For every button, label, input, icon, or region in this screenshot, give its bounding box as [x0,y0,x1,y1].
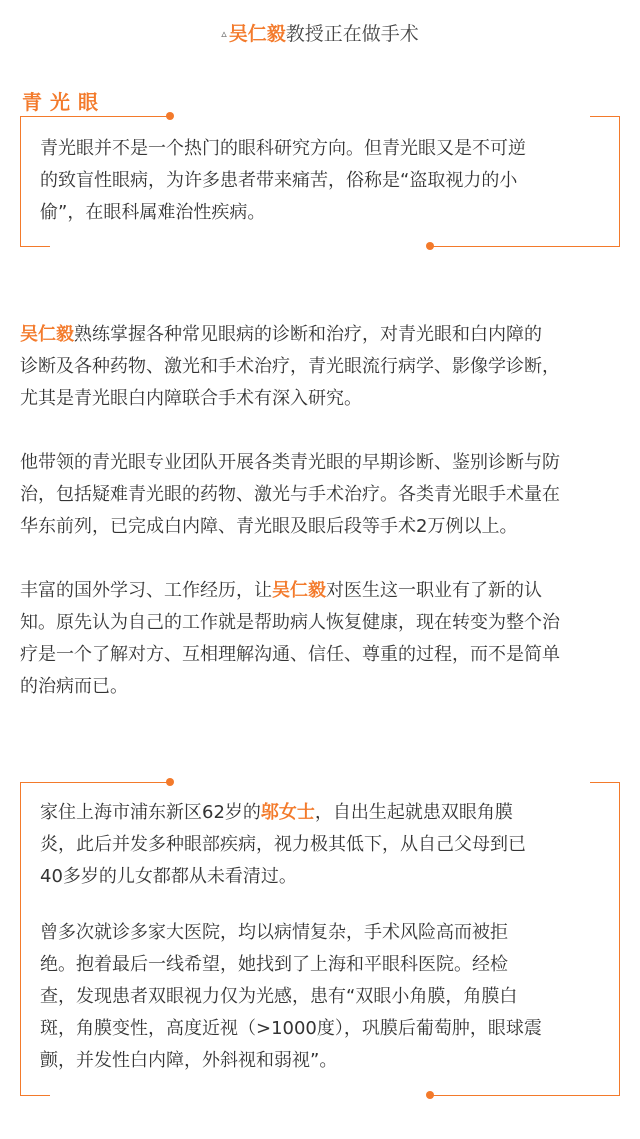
glaucoma-intro [40,133,610,229]
section-title: 青光眼 [22,90,106,114]
text-line: 华东前列，已完成白内障、青光眼及眼后段等手术2万例以上。 [20,516,518,537]
paragraph-team [20,447,624,543]
text-line: 治，包括疑难青光眼的药物、激光与手术治疗。各类青光眼手术量在 [20,484,560,505]
text-line: 炎，此后并发多种眼部疾病，视力极其低下，从自己父母到已 [40,834,526,855]
text-line: 40多岁的儿女都都从未看清过。 [40,866,297,887]
text-span: 对医生这一职业有了新的认 [326,580,542,601]
text-span: ，自出生起就患双眼角膜 [314,802,513,823]
text-span: 丰富的国外学习、工作经历，让 [20,580,272,601]
text-line [20,319,624,351]
text-line [20,575,624,607]
text-line: 的治病而已。 [20,676,128,697]
text-line: 知。原先认为自己的工作就是帮助病人恢复健康，现在转变为整个治 [20,612,560,633]
text-line: 疗是一个了解对方、互相理解沟通、信任、尊重的过程，而不是简单 [20,644,560,665]
text-span: 家住上海市浦东新区62岁的 [40,802,261,823]
doctor-name: 吴仁毅 [20,324,74,345]
caption-name: 吴仁毅 [228,23,286,45]
patient-name: 邬女士 [260,802,315,823]
patient-story [40,797,610,1077]
text-line: 颤，并发性白内障，外斜视和弱视”。 [40,1050,338,1071]
text-line: 他带领的青光眼专业团队开展各类青光眼的早期诊断、鉴别诊断与防 [20,452,560,473]
text-line: 青光眼并不是一个热门的眼科研究方向。但青光眼又是不可逆 [40,138,526,159]
text-line: 曾多次就诊多家大医院，均以病情复杂，手术风险高而被拒 [40,922,508,943]
text-line: 尤其是青光眼白内障联合手术有深入研究。 [20,388,362,409]
caption-text: 教授正在做手术 [285,23,419,45]
text-line: 绝。抱着最后一线希望，她找到了上海和平眼科医院。经检 [40,954,508,975]
text-line: 诊断及各种药物、激光和手术治疗，青光眼流行病学、影像学诊断， [20,356,560,377]
paragraph-experience [20,575,624,703]
doctor-name: 吴仁毅 [272,580,326,601]
text-line: 偷”，在眼科属难治性疾病。 [40,202,266,223]
text-line [40,797,610,829]
paragraph-expertise [20,319,624,415]
triangle-icon: ▵ [221,27,227,40]
text-line: 的致盲性眼病，为许多患者带来痛苦，俗称是“盗取视力的小 [40,170,518,191]
text-span: 熟练掌握各种常见眼病的诊断和治疗，对青光眼和白内障的 [74,324,542,345]
text-line: 查，发现患者双眼视力仅为光感，患有“双眼小角膜，角膜白 [40,986,518,1007]
text-line: 斑，角膜变性，高度近视（>1000度），巩膜后葡萄肿，眼球震 [40,1018,542,1039]
